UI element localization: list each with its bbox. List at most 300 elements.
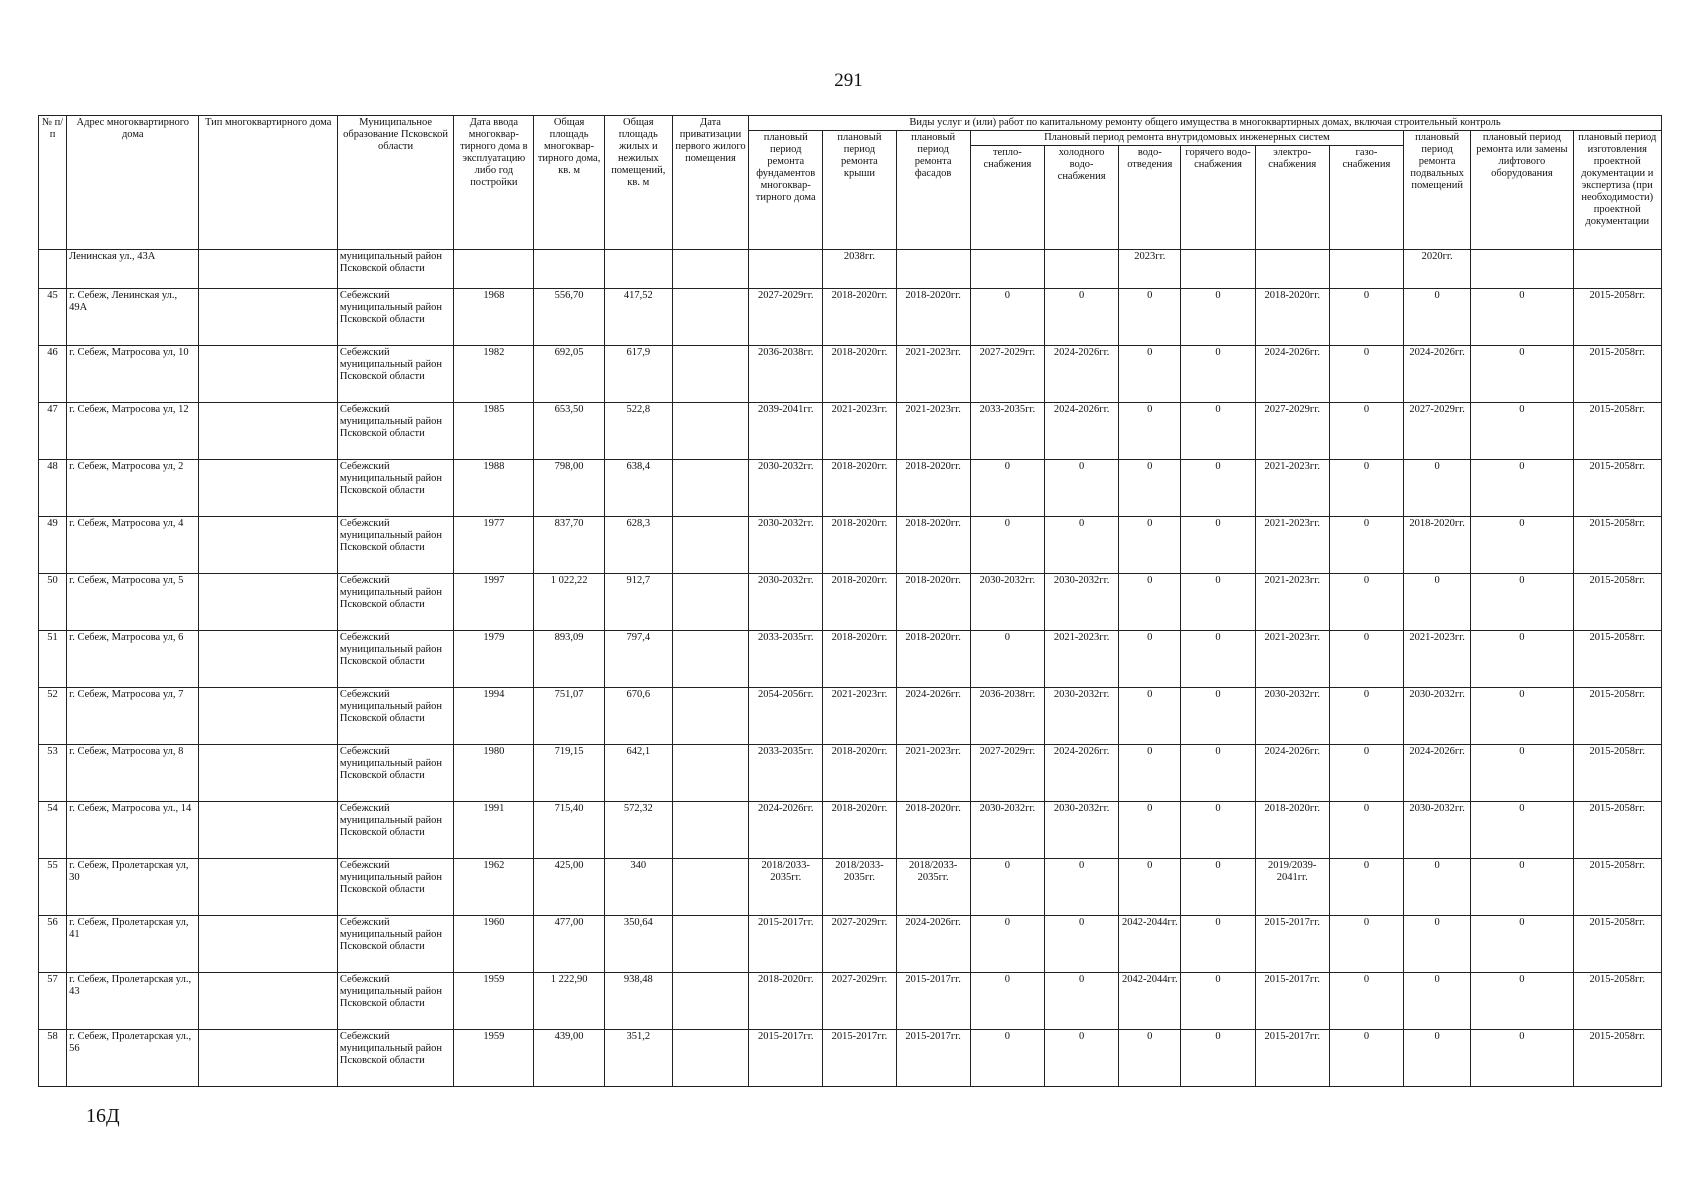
cell-design: 2015-2058гг. [1573,802,1661,859]
cell-cold-water: 0 [1044,916,1118,973]
cell-elevator: 0 [1471,289,1573,346]
cell-elevator: 0 [1471,688,1573,745]
cell-living-area: 351,2 [604,1030,672,1087]
table-body [39,250,1662,1087]
cell-sewer: 2042-2044гг. [1119,973,1181,1030]
cell-municipality: Себежский муниципальный район Псковской области [337,460,453,517]
cell-living-area: 522,8 [604,403,672,460]
cell-privatization [672,289,748,346]
cell-hot-water: 0 [1181,802,1255,859]
cell-design: 2015-2058гг. [1573,403,1661,460]
cell-total-area: 692,05 [534,346,604,403]
cell-elevator: 0 [1471,631,1573,688]
cell-roof: 2027-2029гг. [823,973,896,1030]
cell-year: 1959 [454,973,534,1030]
cell-basement: 2027-2029гг. [1404,403,1471,460]
cell-heat: 2027-2029гг. [970,346,1044,403]
cell-municipality: Себежский муниципальный район Псковской области [337,289,453,346]
cell-facade: 2018-2020гг. [896,460,970,517]
cell-facade: 2021-2023гг. [896,346,970,403]
table-row [39,745,1662,802]
cell-roof: 2018-2020гг. [823,631,896,688]
cell-heat: 0 [970,973,1044,1030]
cell-roof: 2038гг. [823,250,896,289]
cell-roof: 2018-2020гг. [823,460,896,517]
cell-foundation: 2036-2038гг. [749,346,823,403]
cell-electric: 2027-2029гг. [1255,403,1329,460]
cell-hot-water: 0 [1181,1030,1255,1087]
table-row [39,460,1662,517]
cell-foundation: 2030-2032гг. [749,460,823,517]
cell-gas: 0 [1329,916,1403,973]
cell-total-area: 1 222,90 [534,973,604,1030]
cell-facade: 2018-2020гг. [896,631,970,688]
cell-sewer: 0 [1119,631,1181,688]
cell-gas: 0 [1329,973,1403,1030]
cell-elevator: 0 [1471,973,1573,1030]
cell-year: 1991 [454,802,534,859]
cell-municipality: Себежский муниципальный район Псковской области [337,859,453,916]
cell-roof: 2027-2029гг. [823,916,896,973]
cell-privatization [672,973,748,1030]
cell-roof: 2018-2020гг. [823,346,896,403]
cell-sewer: 0 [1119,859,1181,916]
cell-heat: 0 [970,631,1044,688]
cell-elevator: 0 [1471,403,1573,460]
cell-num: 55 [39,859,67,916]
cell-gas: 0 [1329,289,1403,346]
cell-sewer: 0 [1119,688,1181,745]
cell-basement: 2030-2032гг. [1404,802,1471,859]
cell-foundation: 2027-2029гг. [749,289,823,346]
cell-cold-water: 2030-2032гг. [1044,574,1118,631]
cell-sewer: 0 [1119,802,1181,859]
cell-foundation: 2054-2056гг. [749,688,823,745]
cell-gas: 0 [1329,802,1403,859]
cell-num: 45 [39,289,67,346]
cell-sewer: 0 [1119,517,1181,574]
cell-address: г. Себеж, Матросова ул, 12 [67,403,199,460]
cell-address: г. Себеж, Пролетарская ул., 56 [67,1030,199,1087]
cell-facade: 2018-2020гг. [896,517,970,574]
cell-gas: 0 [1329,403,1403,460]
header-heat: тепло-снабжения [970,146,1044,250]
header-engineering-group: Плановый период ремонта внутридомовых инженерных систем [970,131,1403,146]
cell-facade: 2018/2033-2035гг. [896,859,970,916]
cell-gas: 0 [1329,574,1403,631]
cell-municipality: Себежский муниципальный район Псковской области [337,403,453,460]
cell-gas: 0 [1329,460,1403,517]
cell-basement: 2024-2026гг. [1404,745,1471,802]
cell-house-type [199,289,337,346]
cell-facade: 2018-2020гг. [896,574,970,631]
cell-electric: 2021-2023гг. [1255,631,1329,688]
cell-electric: 2021-2023гг. [1255,574,1329,631]
cell-electric: 2021-2023гг. [1255,460,1329,517]
cell-year: 1994 [454,688,534,745]
cell-electric: 2018-2020гг. [1255,802,1329,859]
cell-privatization [672,916,748,973]
cell-total-area: 439,00 [534,1030,604,1087]
cell-year: 1960 [454,916,534,973]
cell-total-area: 719,15 [534,745,604,802]
cell-num: 46 [39,346,67,403]
cell-municipality: муниципальный район Псковской области [337,250,453,289]
cell-hot-water: 0 [1181,289,1255,346]
table-row [39,916,1662,973]
cell-municipality: Себежский муниципальный район Псковской области [337,802,453,859]
cell-num: 50 [39,574,67,631]
cell-address: г. Себеж, Матросова ул, 2 [67,460,199,517]
cell-gas: 0 [1329,859,1403,916]
header-privatization-date: Дата приватизации первого жилого помещения [672,116,748,250]
cell-living-area: 628,3 [604,517,672,574]
cell-address: г. Себеж, Матросова ул, 4 [67,517,199,574]
cell-year: 1968 [454,289,534,346]
header-design-docs: плановый период изготовления проектной документации и экспертиза (при необходимости) проектной документации [1573,131,1661,250]
table-row [39,574,1662,631]
cell-municipality: Себежский муниципальный район Псковской области [337,973,453,1030]
header-address: Адрес многоквартирного дома [67,116,199,250]
cell-num: 52 [39,688,67,745]
cell-living-area: 670,6 [604,688,672,745]
cell-facade: 2021-2023гг. [896,403,970,460]
cell-elevator: 0 [1471,745,1573,802]
header-roof: плановый период ремонта крыши [823,131,896,250]
cell-sewer: 0 [1119,289,1181,346]
cell-year: 1988 [454,460,534,517]
table-row [39,688,1662,745]
cell-cold-water: 0 [1044,517,1118,574]
cell-gas: 0 [1329,346,1403,403]
cell-roof: 2018/2033-2035гг. [823,859,896,916]
cell-total-area: 653,50 [534,403,604,460]
cell-year: 1979 [454,631,534,688]
cell-hot-water: 0 [1181,574,1255,631]
cell-total-area: 477,00 [534,916,604,973]
cell-municipality: Себежский муниципальный район Псковской области [337,631,453,688]
cell-heat: 2027-2029гг. [970,745,1044,802]
cell-design: 2015-2058гг. [1573,517,1661,574]
cell-house-type [199,346,337,403]
cell-heat: 0 [970,859,1044,916]
table-row [39,973,1662,1030]
cell-cold-water: 2030-2032гг. [1044,688,1118,745]
cell-year: 1980 [454,745,534,802]
cell-address: г. Себеж, Матросова ул., 14 [67,802,199,859]
cell-num: 53 [39,745,67,802]
cell-privatization [672,859,748,916]
cell-cold-water: 2024-2026гг. [1044,403,1118,460]
cell-cold-water: 2024-2026гг. [1044,346,1118,403]
cell-cold-water: 2024-2026гг. [1044,745,1118,802]
cell-privatization [672,802,748,859]
cell-heat: 0 [970,916,1044,973]
cell-municipality: Себежский муниципальный район Псковской области [337,916,453,973]
header-elevator: плановый период ремонта или замены лифтового оборудования [1471,131,1573,250]
cell-design: 2015-2058гг. [1573,745,1661,802]
cell-municipality: Себежский муниципальный район Псковской области [337,688,453,745]
cell-year: 1959 [454,1030,534,1087]
cell-living-area: 350,64 [604,916,672,973]
cell-gas: 0 [1329,1030,1403,1087]
cell-year: 1982 [454,346,534,403]
header-facade: плановый период ремонта фасадов [896,131,970,250]
cell-house-type [199,916,337,973]
cell-roof: 2018-2020гг. [823,289,896,346]
header-hot-water: горячего водо-снабжения [1181,146,1255,250]
cell-foundation: 2024-2026гг. [749,802,823,859]
cell-hot-water: 0 [1181,403,1255,460]
cell-num: 48 [39,460,67,517]
header-sewer: водо-отведения [1119,146,1181,250]
cell-foundation: 2015-2017гг. [749,1030,823,1087]
cell-elevator: 0 [1471,802,1573,859]
cell-house-type [199,517,337,574]
cell-sewer: 0 [1119,745,1181,802]
cell-foundation: 2018/2033-2035гг. [749,859,823,916]
cell-address: г. Себеж, Ленинская ул., 49А [67,289,199,346]
cell-num: 51 [39,631,67,688]
cell-cold-water: 0 [1044,1030,1118,1087]
cell-hot-water: 0 [1181,631,1255,688]
cell-roof: 2015-2017гг. [823,1030,896,1087]
cell-foundation: 2030-2032гг. [749,574,823,631]
cell-electric: 2024-2026гг. [1255,346,1329,403]
cell-total-area: 715,40 [534,802,604,859]
cell-privatization [672,517,748,574]
cell-electric: 2018-2020гг. [1255,289,1329,346]
cell-gas: 0 [1329,688,1403,745]
cell-sewer: 0 [1119,403,1181,460]
cell-address: г. Себеж, Пролетарская ул, 41 [67,916,199,973]
cell-total-area: 893,09 [534,631,604,688]
cell-roof: 2018-2020гг. [823,574,896,631]
cell-roof: 2018-2020гг. [823,517,896,574]
cell-address: г. Себеж, Матросова ул, 5 [67,574,199,631]
cell-gas: 0 [1329,517,1403,574]
cell-sewer: 2023гг. [1119,250,1181,289]
cell-hot-water: 0 [1181,517,1255,574]
cell-living-area: 642,1 [604,745,672,802]
cell-hot-water: 0 [1181,460,1255,517]
cell-municipality: Себежский муниципальный район Псковской области [337,574,453,631]
table-header [39,116,1662,250]
cell-design: 2015-2058гг. [1573,916,1661,973]
header-cold-water: холодного водо-снабжения [1044,146,1118,250]
cell-year: 1962 [454,859,534,916]
cell-address: г. Себеж, Пролетарская ул., 43 [67,973,199,1030]
cell-living-area: 572,32 [604,802,672,859]
page-number: 291 [834,70,863,91]
cell-address: г. Себеж, Пролетарская ул, 30 [67,859,199,916]
cell-electric: 2021-2023гг. [1255,517,1329,574]
cell-elevator: 0 [1471,916,1573,973]
header-house-type: Тип многоквартирного дома [199,116,337,250]
cell-heat: 0 [970,460,1044,517]
cell-municipality: Себежский муниципальный район Псковской области [337,346,453,403]
table-row [39,1030,1662,1087]
cell-basement: 0 [1404,973,1471,1030]
table-row [39,631,1662,688]
table-row [39,859,1662,916]
header-total-area: Общая площадь многоквар-тирного дома, кв. м [534,116,604,250]
cell-year: 1997 [454,574,534,631]
cell-hot-water: 0 [1181,745,1255,802]
cell-electric: 2030-2032гг. [1255,688,1329,745]
cell-house-type [199,1030,337,1087]
cell-sewer: 0 [1119,1030,1181,1087]
header-municipality: Муниципальное образование Псковской области [337,116,453,250]
header-num: № п/п [39,116,67,250]
cell-living-area: 638,4 [604,460,672,517]
cell-basement: 0 [1404,460,1471,517]
header-foundation: плановый период ремонта фундаментов многоквар-тирного дома [749,131,823,250]
cell-hot-water: 0 [1181,916,1255,973]
capital-repair-table [38,115,1662,1087]
header-works-group: Виды услуг и (или) работ по капитальному ремонту общего имущества в многоквартирных домах, включая строительный контроль [749,116,1662,131]
cell-basement: 2024-2026гг. [1404,346,1471,403]
cell-sewer: 0 [1119,460,1181,517]
cell-design: 2015-2058гг. [1573,973,1661,1030]
cell-hot-water: 0 [1181,346,1255,403]
table-row [39,802,1662,859]
cell-elevator: 0 [1471,460,1573,517]
cell-privatization [672,574,748,631]
cell-living-area: 912,7 [604,574,672,631]
cell-total-area: 1 022,22 [534,574,604,631]
cell-gas: 0 [1329,745,1403,802]
header-living-area: Общая площадь жилых и нежилых помещений, кв. м [604,116,672,250]
cell-num: 54 [39,802,67,859]
cell-basement: 0 [1404,1030,1471,1087]
cell-elevator: 0 [1471,346,1573,403]
cell-heat: 2030-2032гг. [970,802,1044,859]
cell-cold-water: 0 [1044,460,1118,517]
cell-year: 1985 [454,403,534,460]
cell-facade: 2021-2023гг. [896,745,970,802]
cell-house-type [199,859,337,916]
header-commission-date: Дата ввода многоквар-тирного дома в эксплуатацию либо год постройки [454,116,534,250]
cell-design: 2015-2058гг. [1573,289,1661,346]
cell-design: 2015-2058гг. [1573,1030,1661,1087]
cell-year: 1977 [454,517,534,574]
cell-design: 2015-2058гг. [1573,859,1661,916]
cell-basement: 2021-2023гг. [1404,631,1471,688]
cell-privatization [672,745,748,802]
cell-heat: 2030-2032гг. [970,574,1044,631]
cell-num: 47 [39,403,67,460]
cell-heat: 2033-2035гг. [970,403,1044,460]
cell-design: 2015-2058гг. [1573,346,1661,403]
cell-electric: 2019/2039-2041гг. [1255,859,1329,916]
cell-hot-water: 0 [1181,973,1255,1030]
cell-heat: 0 [970,1030,1044,1087]
cell-cold-water: 2030-2032гг. [1044,802,1118,859]
cell-foundation: 2018-2020гг. [749,973,823,1030]
cell-living-area: 617,9 [604,346,672,403]
cell-municipality: Себежский муниципальный район Псковской области [337,745,453,802]
cell-basement: 2020гг. [1404,250,1471,289]
cell-design: 2015-2058гг. [1573,460,1661,517]
cell-basement: 0 [1404,574,1471,631]
cell-cold-water: 0 [1044,289,1118,346]
table-row [39,289,1662,346]
cell-cold-water: 0 [1044,973,1118,1030]
cell-house-type [199,631,337,688]
cell-facade: 2024-2026гг. [896,916,970,973]
cell-roof: 2018-2020гг. [823,802,896,859]
cell-privatization [672,631,748,688]
cell-heat: 0 [970,289,1044,346]
cell-electric: 2024-2026гг. [1255,745,1329,802]
cell-address: г. Себеж, Матросова ул, 6 [67,631,199,688]
cell-privatization [672,346,748,403]
cell-basement: 2018-2020гг. [1404,517,1471,574]
cell-facade: 2015-2017гг. [896,973,970,1030]
header-basement: плановый период ремонта подвальных помещений [1404,131,1471,250]
table-row [39,403,1662,460]
cell-house-type [199,802,337,859]
cell-roof: 2021-2023гг. [823,403,896,460]
cell-total-area: 837,70 [534,517,604,574]
cell-foundation: 2033-2035гг. [749,631,823,688]
footer-code: 16Д [86,1105,120,1127]
cell-elevator: 0 [1471,1030,1573,1087]
cell-roof: 2018-2020гг. [823,745,896,802]
cell-basement: 0 [1404,916,1471,973]
cell-basement: 0 [1404,859,1471,916]
table-row [39,346,1662,403]
cell-design: 2015-2058гг. [1573,574,1661,631]
cell-living-area: 340 [604,859,672,916]
cell-gas: 0 [1329,631,1403,688]
cell-cold-water: 2021-2023гг. [1044,631,1118,688]
cell-num: 57 [39,973,67,1030]
cell-num: 58 [39,1030,67,1087]
cell-house-type [199,574,337,631]
cell-address: г. Себеж, Матросова ул, 8 [67,745,199,802]
cell-privatization [672,688,748,745]
cell-address: г. Себеж, Матросова ул, 10 [67,346,199,403]
cell-address: Ленинская ул., 43А [67,250,199,289]
cell-total-area: 751,07 [534,688,604,745]
cell-total-area: 798,00 [534,460,604,517]
cell-foundation: 2015-2017гг. [749,916,823,973]
cell-foundation: 2033-2035гг. [749,745,823,802]
cell-house-type [199,745,337,802]
cell-heat: 0 [970,517,1044,574]
table-row [39,517,1662,574]
cell-sewer: 0 [1119,574,1181,631]
cell-facade: 2024-2026гг. [896,688,970,745]
cell-basement: 0 [1404,289,1471,346]
cell-facade: 2015-2017гг. [896,1030,970,1087]
cell-living-area: 417,52 [604,289,672,346]
cell-hot-water: 0 [1181,688,1255,745]
cell-total-area: 556,70 [534,289,604,346]
cell-design: 2015-2058гг. [1573,631,1661,688]
cell-sewer: 2042-2044гг. [1119,916,1181,973]
cell-electric: 2015-2017гг. [1255,916,1329,973]
cell-electric: 2015-2017гг. [1255,1030,1329,1087]
cell-foundation: 2030-2032гг. [749,517,823,574]
cell-foundation: 2039-2041гг. [749,403,823,460]
cell-house-type [199,403,337,460]
cell-privatization [672,1030,748,1087]
cell-hot-water: 0 [1181,859,1255,916]
cell-house-type [199,460,337,517]
